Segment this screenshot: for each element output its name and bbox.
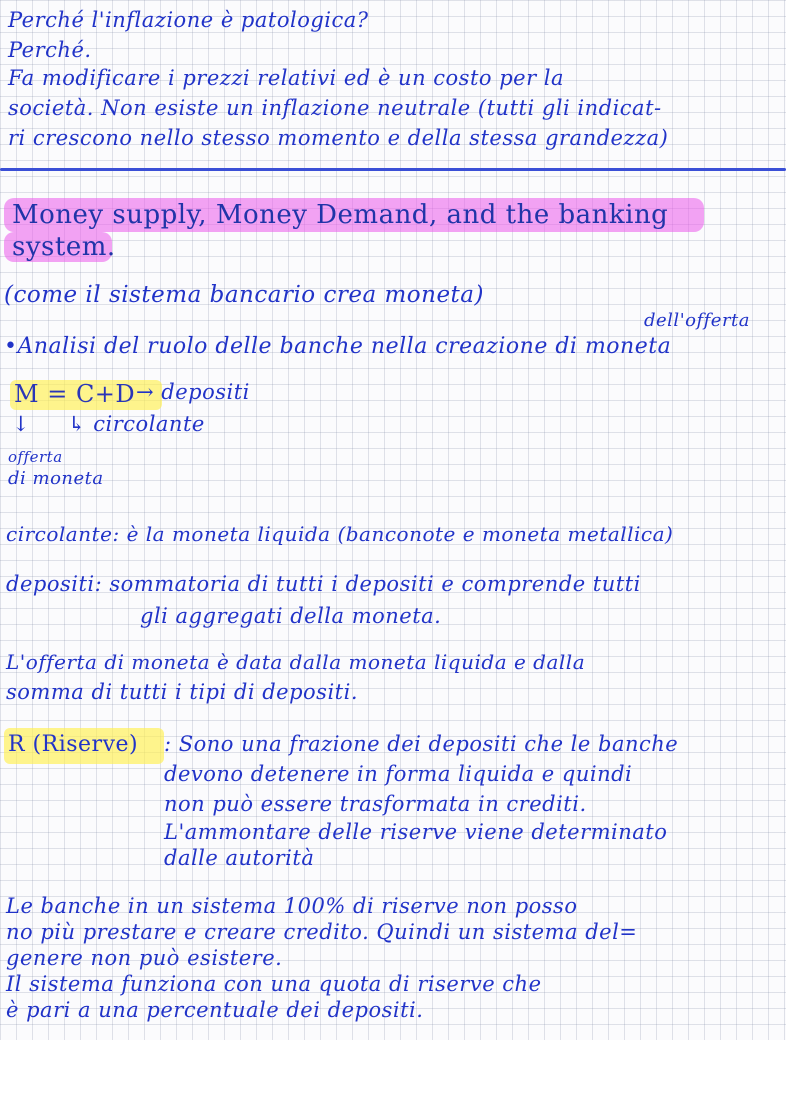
banche-line-5: è pari a una percentuale dei depositi. [6, 998, 424, 1022]
page-bottom-margin [0, 1040, 786, 1116]
formula-deposits: → depositi [136, 380, 250, 404]
riserve-definition-3: non può essere trasformata in crediti. [164, 792, 587, 816]
section-title-line-2: system. [12, 232, 116, 262]
offerta-definition-2: somma di tutti i tipi di depositi. [6, 680, 359, 704]
formula-offer: offerta [8, 448, 63, 466]
banche-line-1: Le banche in un sistema 100% di riserve non posso [6, 894, 578, 918]
analysis-line: •Analisi del ruolo delle banche nella creazione di moneta [4, 334, 672, 359]
riserve-definition-4: L'ammontare delle riserve viene determinato [164, 820, 668, 844]
answer-line-2: società. Non esiste un inflazione neutrale (tutti gli indicat- [8, 96, 662, 120]
answer-label: Perché. [8, 38, 92, 62]
banche-line-4: Il sistema funziona con una quota di riserve che [6, 972, 542, 996]
formula-arrow: ↓ [12, 412, 31, 436]
circolante-definition: circolante: è la moneta liquida (banconote e moneta metallica) [6, 522, 674, 546]
section-subtitle: (come il sistema bancario crea moneta) [4, 282, 484, 308]
formula-of-money: di moneta [8, 468, 104, 489]
section-title-line-1: Money supply, Money Demand, and the banking [12, 200, 669, 230]
answer-line-1: Fa modificare i prezzi relativi ed è un costo per la [8, 66, 565, 90]
depositi-definition-1: depositi: sommatoria di tutti i depositi e comprende tutti [6, 572, 641, 596]
riserve-label: R (Riserve) [8, 732, 139, 757]
banche-line-3: genere non può esistere. [6, 946, 283, 970]
formula-money-supply: M = C+D [14, 380, 136, 408]
formula-circulating: ↳ circolante [68, 412, 205, 436]
question-heading: Perché l'inflazione è patologica? [8, 8, 369, 32]
riserve-definition-2: devono detenere in forma liquida e quindi [164, 762, 633, 786]
offerta-definition-1: L'offerta di moneta è data dalla moneta liquida e dalla [6, 650, 586, 674]
section-divider [0, 168, 786, 171]
analysis-note: dell'offerta [644, 310, 751, 331]
banche-line-2: no più prestare e creare credito. Quindi un sistema del= [6, 920, 638, 944]
depositi-definition-2: gli aggregati della moneta. [140, 604, 442, 628]
answer-line-3: ri crescono nello stesso momento e della stessa grandezza) [8, 126, 669, 150]
riserve-definition-5: dalle autorità [164, 846, 315, 870]
riserve-definition-1: : Sono una frazione dei depositi che le banche [164, 732, 679, 756]
